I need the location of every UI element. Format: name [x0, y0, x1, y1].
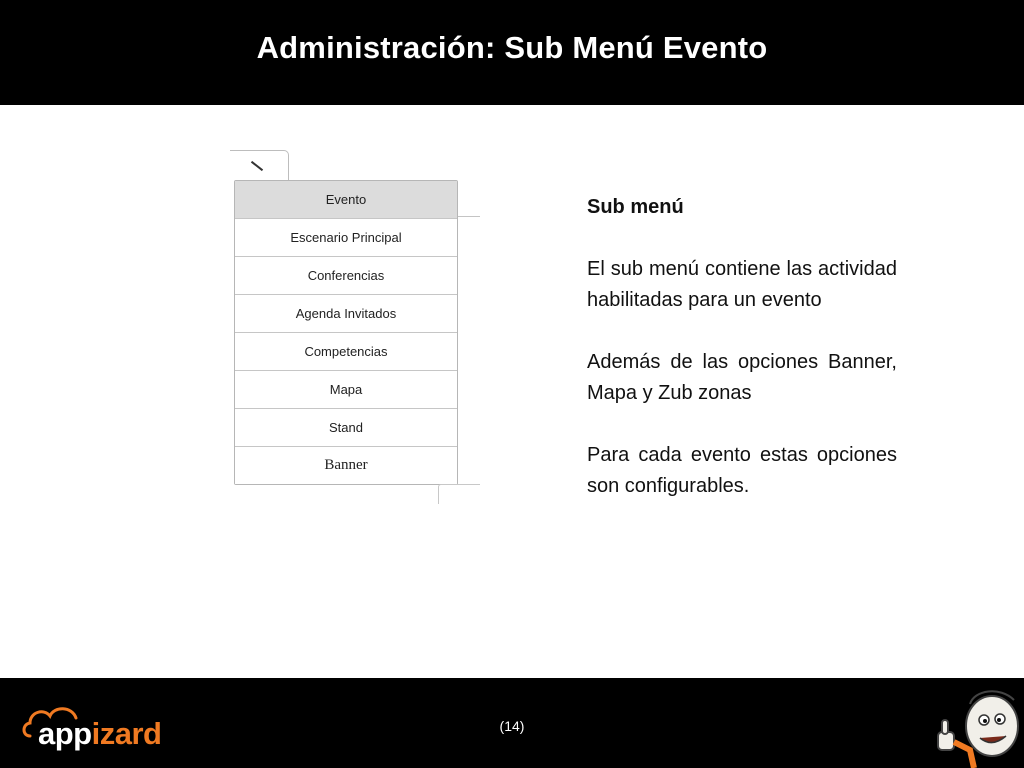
- divider: [456, 216, 480, 217]
- slide-header: [0, 0, 1024, 105]
- slide-footer: [0, 678, 1024, 768]
- mascot-thumbs-up-icon: [930, 686, 1024, 768]
- menu-item-escenario-principal[interactable]: Escenario Principal: [235, 219, 457, 257]
- slide-title: Administración: Sub Menú Evento: [256, 30, 768, 65]
- menu-item-banner[interactable]: Banner: [235, 447, 457, 484]
- menu-item-mapa[interactable]: Mapa: [235, 371, 457, 409]
- corner-widget: [438, 484, 480, 504]
- submenu-screenshot: [230, 148, 480, 504]
- menu-item-conferencias[interactable]: Conferencias: [235, 257, 457, 295]
- description-paragraph: El sub menú contiene las actividad habilitadas para un evento: [587, 258, 897, 311]
- description-paragraph: Para cada evento estas opciones son configurables.: [587, 444, 897, 497]
- description-text: [587, 192, 897, 533]
- menu-item-evento[interactable]: Evento: [235, 181, 457, 219]
- menu-item-stand[interactable]: Stand: [235, 409, 457, 447]
- logo-part-app: app: [38, 716, 92, 751]
- description-paragraph: Además de las opciones Banner, Mapa y Zub zonas: [587, 351, 897, 404]
- submenu-list: [234, 180, 458, 485]
- logo-part-izard: izard: [91, 716, 162, 751]
- description-heading: Sub menú: [587, 196, 684, 218]
- page-number: (14): [499, 718, 525, 734]
- menu-item-competencias[interactable]: Competencias: [235, 333, 457, 371]
- menu-item-agenda-invitados[interactable]: Agenda Invitados: [235, 295, 457, 333]
